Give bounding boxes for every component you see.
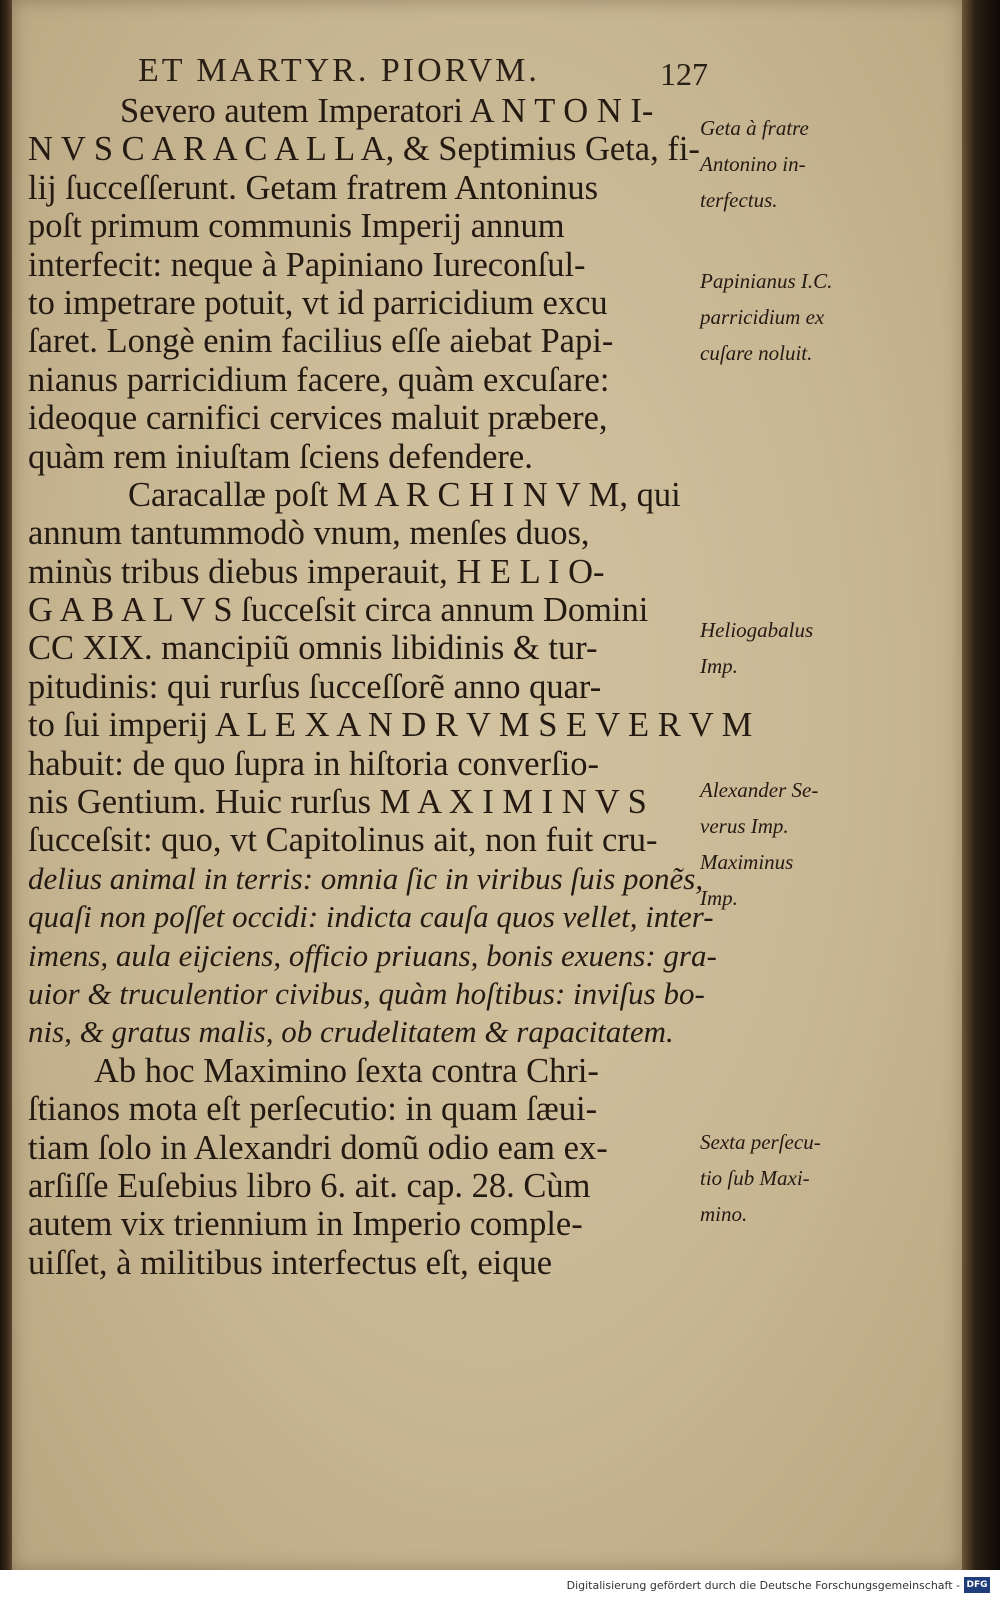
margin-note-line: mino. <box>700 1202 748 1226</box>
scan-frame-left <box>0 0 12 1570</box>
quotation-line: nis, & gratus malis, ob crudelitatem & rapacitatem. <box>28 1014 674 1050</box>
quotation-line: uior & truculentior civibus, quàm hoſtibus: inviſus bo- <box>28 975 705 1011</box>
text-line: quàm rem iniuſtam ſciens defendere. <box>28 437 533 476</box>
margin-note <box>700 110 900 218</box>
margin-note-line: Maximinus <box>700 850 794 874</box>
text-line: Severo autem Imperatori A N T O N I- <box>120 92 654 130</box>
text-line: lij ſucceſſerunt. Getam fratrem Antoninus <box>28 168 599 207</box>
text-line: G A B A L V S ſucceſsit circa annum Domini <box>28 591 649 630</box>
margin-note-line: tio ſub Maxi- <box>700 1166 810 1190</box>
scan-frame-right <box>962 0 1000 1570</box>
margin-note <box>700 844 900 916</box>
text-line: to ſui imperij A L E X A N D R V M S E V E R V M <box>28 706 753 745</box>
margin-note-line: verus Imp. <box>700 814 789 838</box>
text-line: poſt primum communis Imperij annum <box>28 207 565 246</box>
margin-note-line: Heliogabalus <box>700 618 814 642</box>
text-line: autem vix triennium in Imperio comple- <box>28 1205 583 1244</box>
margin-note-line: Sexta perſecu- <box>700 1130 821 1154</box>
margin-note <box>700 263 900 371</box>
text-line: nianus parricidium facere, quàm excuſare: <box>28 360 610 399</box>
quotation-line: imens, aula eijciens, officio priuans, bonis exuens: gra- <box>28 937 717 973</box>
text-line: ideoque carnifici cervices maluit præbere, <box>28 399 608 438</box>
quotation-line: delius animal in terris: omnia ſic in viribus ſuis ponẽs, <box>28 860 704 896</box>
text-line: pitudinis: qui rurſus ſucceſſorẽ anno quar- <box>28 667 602 706</box>
margin-note <box>700 772 900 844</box>
margin-note-line: Alexander Se- <box>700 778 819 802</box>
margin-note-line: Geta à fratre <box>700 116 809 140</box>
running-head: ET MARTYR. PIORVM. <box>138 52 540 89</box>
text-line: minùs tribus diebus imperauit, H E L I O- <box>28 552 605 591</box>
text-line: CC XIX. mancipiũ omnis libidinis & tur- <box>28 629 598 668</box>
dfg-logo-icon[interactable]: DFG <box>964 1577 990 1593</box>
page-number: 127 <box>660 56 708 92</box>
text-line: Caracallæ poſt M A R C H I N V M, qui <box>128 475 681 514</box>
text-line: to impetrare potuit, vt id parricidium excu <box>28 283 608 322</box>
text-line: interfecit: neque à Papiniano Iureconſul- <box>28 245 586 284</box>
text-line: habuit: de quo ſupra in hiſtoria converſio- <box>28 744 600 783</box>
margin-note-line: Papinianus I.C. <box>700 269 833 293</box>
margin-note <box>700 1124 900 1232</box>
text-line: annum tantummodò vnum, menſes duos, <box>28 514 590 553</box>
text-line: arſiſſe Euſebius libro 6. ait. cap. 28. Cùm <box>28 1166 591 1205</box>
funding-credit: Digitalisierung gefördert durch die Deutsche Forschungsgemeinschaft - <box>566 1579 960 1592</box>
margin-note-line: Antonino in- <box>700 152 806 176</box>
text-line: ſucceſsit: quo, vt Capitolinus ait, non fuit cru- <box>28 821 658 860</box>
text-line: N V S C A R A C A L L A, & Septimius Geta, fi- <box>28 130 700 169</box>
margin-note-line: terfectus. <box>700 188 778 212</box>
margin-note-line: Imp. <box>700 886 738 910</box>
margin-note-line: parricidium ex <box>700 305 825 329</box>
text-line: uiſſet, à militibus interfectus eſt, eique <box>28 1243 553 1282</box>
text-line: nis Gentium. Huic rurſus M A X I M I N V S <box>28 783 647 822</box>
margin-note-line: Imp. <box>700 654 738 678</box>
text-line: tiam ſolo in Alexandri domũ odio eam ex- <box>28 1128 608 1167</box>
margin-note <box>700 612 900 684</box>
text-line: Ab hoc Maximino ſexta contra Chri- <box>94 1051 599 1090</box>
text-line: ſtianos mota eſt perſecutio: in quam ſæui- <box>28 1090 598 1129</box>
text-line: ſaret. Longè enim facilius eſſe aiebat Papi- <box>28 322 614 361</box>
quotation-line: quaſi non poſſet occidi: indicta cauſa quos vellet, inter- <box>28 899 714 935</box>
margin-note-line: cuſare noluit. <box>700 341 813 365</box>
